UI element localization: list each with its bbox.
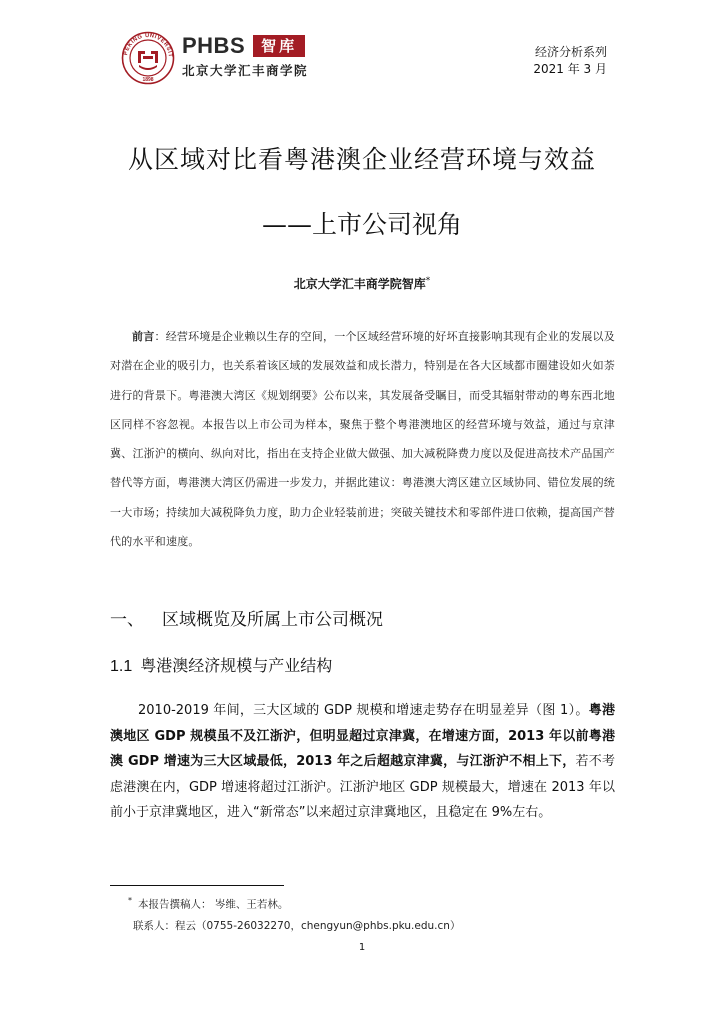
abstract: [110, 322, 615, 556]
footnote-mark: *: [128, 896, 132, 905]
report-subtitle: ——上市公司视角: [261, 210, 462, 239]
footnote-rule: [110, 885, 284, 886]
report-date: 2021 年 3 月: [533, 62, 607, 76]
footnote-authors-text: 本报告撰稿人： 岑维、王若林。: [138, 898, 289, 911]
author-name: 北京大学汇丰商学院智库: [293, 277, 426, 291]
peking-university-logo: [121, 31, 175, 85]
paragraph-sentence-1: 2010-2019 年间，三大区域的 GDP 规模和增速走势存在明显差异（图 1）。: [138, 703, 589, 718]
section-heading-1: [110, 608, 383, 632]
school-name: 北京大学汇丰商学院: [182, 63, 309, 78]
paragraph-bold-finding: 粤港澳地区 GDP 规模虽不及江浙沪，但明显超过京津冀，在增速方面，2013 年以前粤港澳 GDP 增速为三大区域最低，2013 年之后超越京津冀，与江浙沪不相上下，: [110, 703, 615, 770]
svg-text:1898: 1898: [142, 77, 154, 83]
peking-university-seal: [121, 31, 175, 85]
footnote-authors: [128, 893, 288, 913]
subsection-number: 1.1: [110, 658, 133, 675]
brand-tag: 智库: [253, 35, 305, 57]
abstract-separator: ：: [154, 330, 166, 343]
author-line: [0, 272, 724, 293]
section-number: 一、: [110, 610, 144, 630]
author-footnote-mark: *: [425, 276, 431, 286]
report-series: 经济分析系列: [534, 45, 607, 59]
report-title: 从区域对比看粤港澳企业经营环境与效益: [127, 145, 596, 174]
abstract-text: 经营环境是企业赖以生存的空间，一个区域经营环境的好坏直接影响其现有企业的发展以及对潜在企业的吸引力，也关系着该区域的发展效益和成长潜力，特别是在各大区域都市圈建设如火如荼进行的背景下。粤港澳大湾区《规划纲要》公布以来，其发展备受瞩目，而受其辐射带动的粤东西北地区同样不容忽视。本报告以上市公司为样本，聚焦于整个粤港澳地区的经营环境与效益，通过与京津冀、江浙沪的横向、纵向对比，指出在支持企业做大做强、加大减税降费力度以及促进高技术产品国产替代等方面，粤港澳大湾区仍需进一步发力，并据此建议：粤港澳大湾区建立区域协同、错位发展的统一大市场；持续加大减税降负力度，助力企业轻装前进；突破关键技术和零部件进口依赖，提高国产替代的水平和速度。: [110, 330, 615, 549]
subsection-title: 粤港澳经济规模与产业结构: [140, 656, 333, 675]
paragraph-sentence-2: 若不考虑港澳在内，GDP 增速将超过江浙沪。江浙沪地区 GDP 规模最大，增速在 2013 年以前小于京津冀地区，进入“新常态”以来超过京津冀地区，且稳定在 9%左右。: [110, 754, 615, 821]
section-title: 区域概览及所属上市公司概况: [162, 610, 383, 630]
body-paragraph: [110, 698, 615, 826]
svg-text:PEKING UNIVERSITY: PEKING UNIVERSIT: [123, 32, 174, 58]
brand-name: PHBS: [182, 33, 246, 58]
abstract-lead: 前言: [132, 330, 155, 343]
footnote-contact: 联系人：程云（0755-26032270，chengyun@phbs.pku.edu.cn）: [133, 920, 461, 932]
subsection-heading-1-1: [110, 654, 332, 679]
brand-row: [182, 34, 305, 58]
page-number: 1: [358, 942, 366, 953]
